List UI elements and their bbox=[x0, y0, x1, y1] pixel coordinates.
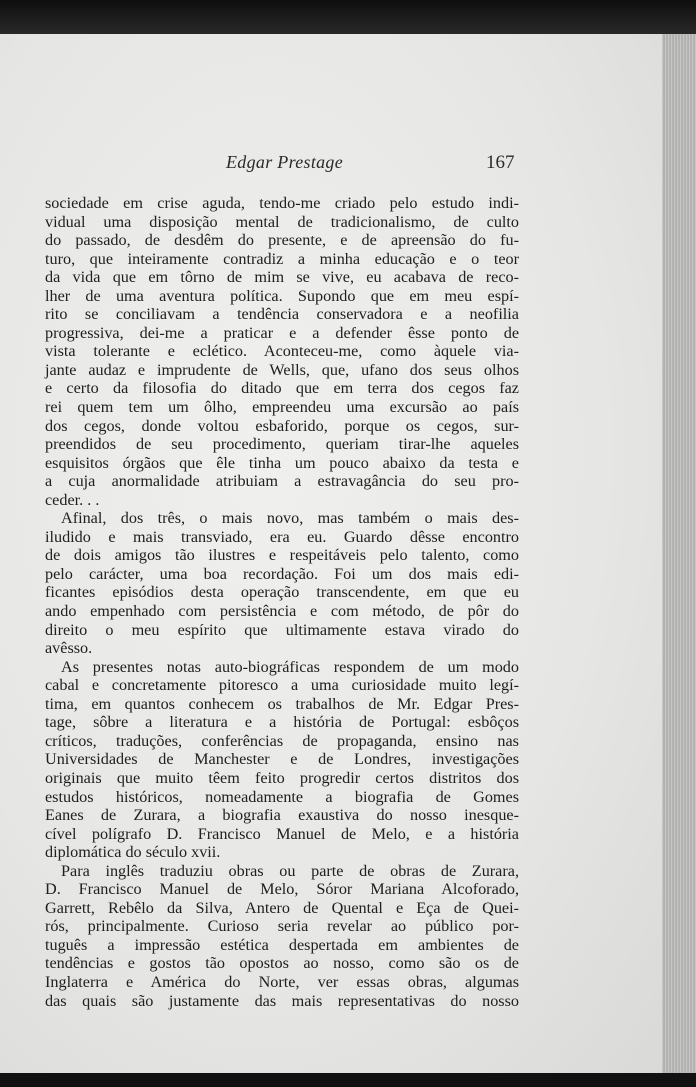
text-line: vista tolerante e eclético. Aconteceu-me, como àquele via- bbox=[45, 342, 519, 361]
text-line: tendências e gostos tão opostos ao nosso, como são os de bbox=[45, 954, 519, 973]
text-line: cabal e concretamente pitoresco a uma curiosidade muito legí- bbox=[45, 676, 519, 695]
text-line: pelo carácter, uma boa recordação. Foi um dos mais edi- bbox=[45, 564, 519, 583]
text-line: originais que muito têem feito progredir certos distritos dos bbox=[45, 768, 519, 787]
book-page bbox=[0, 34, 662, 1074]
text-line: estudos históricos, nomeadamente a biografia de Gomes bbox=[45, 787, 519, 806]
scan-top-border bbox=[0, 0, 696, 36]
text-line: Afinal, dos três, o mais novo, mas também o mais des- bbox=[61, 509, 519, 528]
running-head-title: Edgar Prestage bbox=[226, 152, 344, 172]
text-line: dos cegos, donde voltou esbaforido, porque os cegos, sur- bbox=[45, 416, 519, 435]
text-line: preendidos de seu procedimento, queriam tirar-lhe aqueles bbox=[45, 435, 519, 454]
page-number: 167 bbox=[486, 152, 515, 173]
text-line: a cuja anormalidade atribuiam a estravagância do seu pro- bbox=[45, 472, 519, 491]
text-line: D. Francisco Manuel de Melo, Sóror Mariana Alcoforado, bbox=[45, 880, 519, 899]
text-line: cível polígrafo D. Francisco Manuel de Melo, e a história bbox=[45, 824, 519, 843]
text-line: esquisitos órgãos que êle tinha um pouco abaixo da testa e bbox=[45, 453, 519, 472]
text-line: rei quem tem um ôlho, empreendeu uma excursão ao país bbox=[45, 398, 519, 417]
text-line: tuguês a impressão estética despertada em ambientes de bbox=[45, 935, 519, 954]
text-line: jante audaz e imprudente de Wells, que, ufano dos seus olhos bbox=[45, 360, 519, 379]
text-line: progressiva, dei-me a praticar e a defender êsse ponto de bbox=[45, 323, 519, 342]
text-line: Garrett, Rebêlo da Silva, Antero de Quental e Eça de Quei- bbox=[45, 898, 519, 917]
text-line: Eanes de Zurara, a biografia exaustiva do nosso inesque- bbox=[45, 806, 519, 825]
text-line: vidual uma disposição mental de tradicionalismo, de culto bbox=[45, 212, 519, 231]
text-line: tima, em quantos conhecem os trabalhos de Mr. Edgar Pres- bbox=[45, 694, 519, 713]
text-line: direito o meu espírito que ultimamente estava virado do bbox=[45, 620, 519, 639]
text-line: Universidades de Manchester e de Londres, investigações bbox=[45, 750, 519, 769]
text-line: das quais são justamente das mais representativas do nosso bbox=[45, 991, 519, 1010]
text-line: iludido e mais transviado, era eu. Guardo dêsse encontro bbox=[45, 527, 519, 546]
text-line: sociedade em crise aguda, tendo-me criado pelo estudo indi- bbox=[45, 194, 519, 212]
text-line: ando empenhado com persistência e com método, de pôr do bbox=[45, 602, 519, 621]
text-line: rito se conciliavam a tendência conservadora e a neofilia bbox=[45, 305, 519, 324]
text-line: lher de uma aventura política. Supondo que em meu espí- bbox=[45, 286, 519, 305]
text-line: turo, que inteiramente contradiz a minha educação e o teor bbox=[45, 249, 519, 268]
text-line: Inglaterra e América do Norte, ver essas obras, algumas bbox=[45, 972, 519, 991]
text-line: e certo da filosofia do ditado que em terra dos cegos faz bbox=[45, 379, 519, 398]
text-line: do passado, de desdêm do presente, e de apreensão do fu- bbox=[45, 231, 519, 250]
body-text bbox=[45, 194, 519, 1010]
scan-bottom-border bbox=[0, 1073, 696, 1087]
text-line: ficantes episódios desta operação transcendente, em que eu bbox=[45, 583, 519, 602]
text-line: rós, principalmente. Curioso seria revelar ao público por- bbox=[45, 917, 519, 936]
text-line: críticos, traduções, conferências de propaganda, ensino nas bbox=[45, 731, 519, 750]
text-line: Para inglês traduziu obras ou parte de obras de Zurara, bbox=[61, 861, 519, 880]
page-edge bbox=[662, 34, 696, 1074]
text-line: diplomática do século xvii. bbox=[45, 843, 221, 862]
text-line: da vida que em tôrno de mim se vive, eu acabava de reco- bbox=[45, 268, 519, 287]
text-line: ceder. . . bbox=[45, 490, 100, 509]
text-line: avêsso. bbox=[45, 639, 93, 658]
running-head bbox=[0, 152, 662, 178]
text-line: de dois amigos tão ilustres e respeitáveis pelo talento, como bbox=[45, 546, 519, 565]
text-line: tage, sôbre a literatura e a história de Portugal: esbôços bbox=[45, 713, 519, 732]
text-line: As presentes notas auto-biográficas respondem de um modo bbox=[61, 657, 519, 676]
